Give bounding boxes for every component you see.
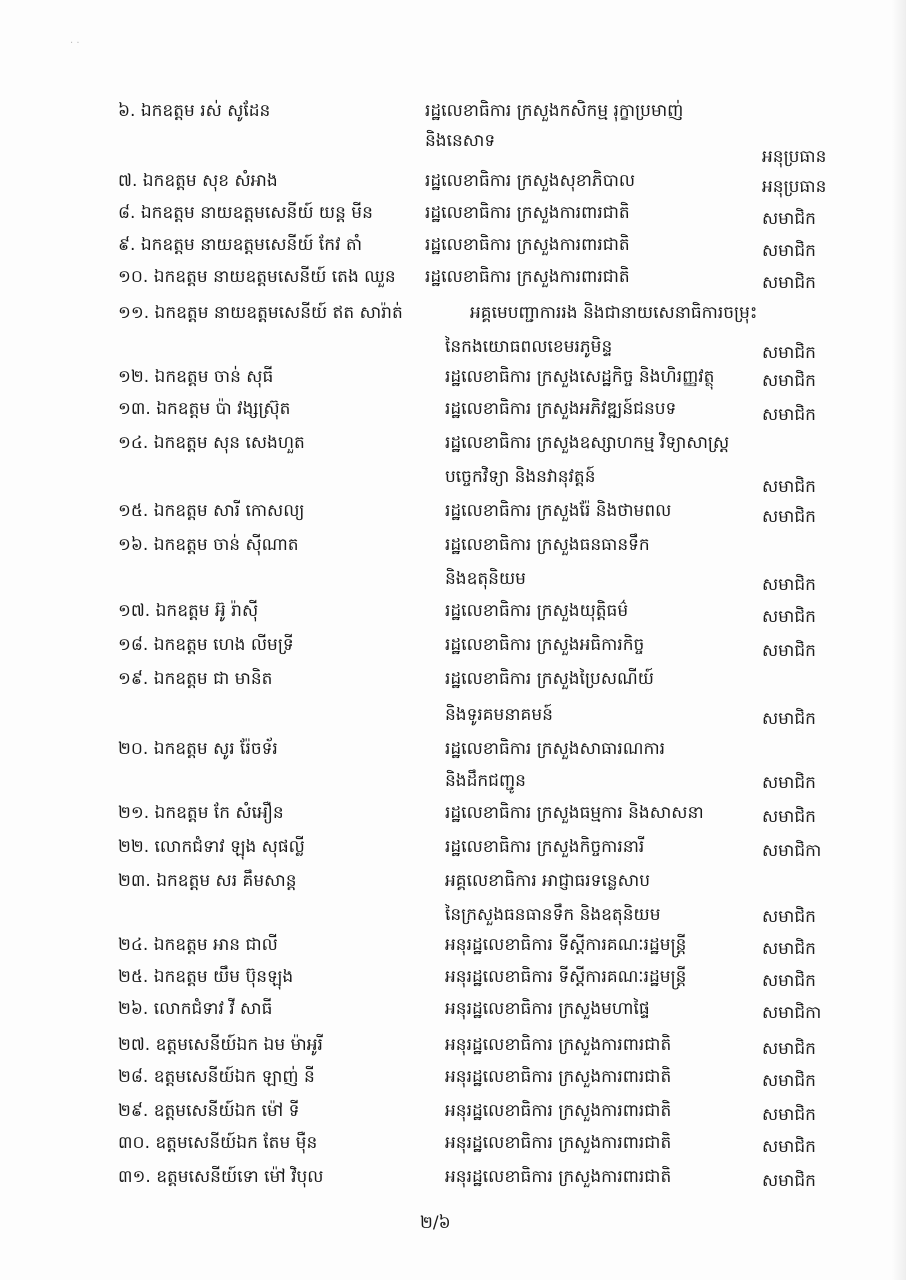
member-role: សមាជិក [762,209,816,229]
member-name: ១២. ឯកឧត្តម ចាន់ សុធី [118,367,274,387]
member-title-cont: បច្ចេកវិទ្យា និងនវានុវត្តន៍ [445,467,596,487]
member-role: សមាជិក [762,343,816,363]
member-title: រដ្ឋលេខាធិការ ក្រសួងសាធារណការ [445,739,666,759]
member-name: ១១. ឯកឧត្តម នាយឧត្តមសេនីយ៍ ឥត សារ៉ាត់ [118,303,403,323]
member-title: រដ្ឋលេខាធិការ ក្រសួងធម្មការ និងសាសនា [445,803,704,823]
member-title: អនុរដ្ឋលេខាធិការ ក្រសួងការពារជាតិ [445,1133,672,1153]
member-name: ២៨. ឧត្តមសេនីយ៍ឯក ឡាញ់ នី [118,1067,315,1087]
member-name: ២១. ឯកឧត្តម កែ សំអឿន [118,803,284,823]
member-name: ២៧. ឧត្តមសេនីយ៍ឯក ឯម ម៉ាអូរី [118,1035,323,1055]
member-role: សមាជិក [762,709,816,729]
member-title: អនុរដ្ឋលេខាធិការ ក្រសួងការពារជាតិ [445,1035,672,1055]
member-role: សមាជិក [762,1071,816,1091]
member-role: សមាជិក [762,507,816,527]
member-title-cont: និងដឹកជញ្ជូន [445,771,526,791]
member-title: អគ្គមេបញ្ជាការរង និងជានាយសេនាធិការចម្រុះ [470,303,758,323]
page-number: ២/៦ [420,1213,451,1233]
member-name: ១៧. ឯកឧត្តម អ៊ូ រ៉ាស៊ី [118,601,259,621]
member-name: ៦. ឯកឧត្តម រស់ សូដែន [118,101,271,121]
member-role: អនុប្រធាន [762,147,827,167]
member-role: សមាជិកា [762,841,822,861]
page-edge-shadow [892,0,906,1280]
member-name: ១៣. ឯកឧត្តម ប៉ា វង្សស្រ៊ុត [118,399,291,419]
member-name: ៨. ឯកឧត្តម នាយឧត្តមសេនីយ៍ យន្ត មីន [118,203,373,223]
member-name: ២៥. ឯកឧត្តម យឹម ប៊ុនឡុង [118,967,294,987]
member-role: សមាជិក [762,939,816,959]
member-title: រដ្ឋលេខាធិការ ក្រសួងកសិកម្ម រុក្ខាប្រមាញ់ [425,101,684,121]
member-title: អនុរដ្ឋលេខាធិការ ក្រសួងមហាផ្ទៃ [445,999,650,1019]
member-name: ១៥. ឯកឧត្តម សារី កោសល្យ [118,501,305,521]
member-name: ២០. ឯកឧត្តម សូរ រ៉ែចទ័រ [118,739,278,759]
member-role: សមាជិក [762,1039,816,1059]
member-name: ៩. ឯកឧត្តម នាយឧត្តមសេនីយ៍ កែវ តាំ [118,235,363,255]
member-name: ៣១. ឧត្តមសេនីយ៍ទោ ម៉ៅ វិបុល [118,1167,324,1187]
member-title: រដ្ឋលេខាធិការ ក្រសួងសេដ្ឋកិច្ច និងហិរញ្ញវត្ថុ [445,367,715,387]
member-title: រដ្ឋលេខាធិការ ក្រសួងសុខាភិបាល [425,171,636,191]
member-name: ១៩. ឯកឧត្តម ជា មានិត [118,669,273,689]
member-name: ៧. ឯកឧត្តម សុខ សំអាង [118,171,278,191]
member-title: រដ្ឋលេខាធិការ ក្រសួងអភិវឌ្ឍន៍ជនបទ [445,399,677,419]
member-title: រដ្ឋលេខាធិការ ក្រសួងកិច្ចការនារី [445,837,645,857]
member-name: ៣០. ឧត្តមសេនីយ៍ឯក តែម ម៉ឺន [118,1133,318,1153]
member-role: សមាជិក [762,371,816,391]
member-title: អនុរដ្ឋលេខាធិការ ទីស្តីការគណៈរដ្ឋមន្ត្រី [445,935,687,955]
member-title-cont: នៃកងយោធពលខេមរភូមិន្ទ [445,337,613,357]
member-role: សមាជិក [762,575,816,595]
member-title: រដ្ឋលេខាធិការ ក្រសួងការពារជាតិ [425,235,630,255]
member-title-cont: និងទូរគមនាគមន៍ [445,705,553,725]
member-name: ២៦. លោកជំទាវ វី សាធី [118,999,273,1019]
member-title: រដ្ឋលេខាធិការ ក្រសួងអធិការកិច្ច [445,635,645,655]
member-role: សមាជិក [762,773,816,793]
member-role: សមាជិក [762,907,816,927]
scan-speck: · · [70,38,80,49]
member-name: ២៩. ឧត្តមសេនីយ៍ឯក ម៉ៅ ទី [118,1101,300,1121]
member-title-cont: និងឧតុនិយម [445,569,526,589]
member-title: រដ្ឋលេខាធិការ ក្រសួងយុត្តិធម៌ [445,601,629,621]
member-role: សមាជិក [762,477,816,497]
member-title: អគ្គលេខាធិការ អាជ្ញាធរទន្លេសាប [445,871,651,891]
member-role: សមាជិក [762,807,816,827]
member-name: ២៤. ឯកឧត្តម អាន ជាលី [118,935,278,955]
member-name: ១០. ឯកឧត្តម នាយឧត្តមសេនីយ៍ តេង ឈួន [118,267,396,287]
member-role: សមាជិក [762,607,816,627]
member-title: រដ្ឋលេខាធិការ ក្រសួងប្រៃសណីយ៍ [445,669,654,689]
member-role: សមាជិក [762,971,816,991]
member-title-cont: និងនេសាទ [425,131,496,151]
member-role: សមាជិក [762,1105,816,1125]
member-title-cont: នៃក្រសួងធនធានទឹក និងឧតុនិយម [445,905,661,925]
member-name: ២៣. ឯកឧត្តម សរ គឹមសាន្ត [118,871,297,891]
member-role: សមាជិក [762,241,816,261]
member-title: រដ្ឋលេខាធិការ ក្រសួងឧស្សាហកម្ម វិទ្យាសាស្ត្រ [445,433,730,453]
member-title: អនុរដ្ឋលេខាធិការ ក្រសួងការពារជាតិ [445,1101,672,1121]
member-title: រដ្ឋលេខាធិការ ក្រសួងធនធានទឹក [445,535,650,555]
member-name: ១៨. ឯកឧត្តម ហេង លីមទ្រី [118,635,294,655]
member-role: អនុប្រធាន [762,177,827,197]
member-role: សមាជិក [762,273,816,293]
member-role: សមាជិក [762,1171,816,1191]
member-title: រដ្ឋលេខាធិការ ក្រសួងរ៉ែ និងថាមពល [445,501,672,521]
member-role: សមាជិកា [762,1003,822,1023]
member-title: រដ្ឋលេខាធិការ ក្រសួងការពារជាតិ [425,267,630,287]
member-name: ២២. លោកជំទាវ ឡុង សុផល្លី [118,837,305,857]
member-title: រដ្ឋលេខាធិការ ក្រសួងការពារជាតិ [425,203,630,223]
member-title: អនុរដ្ឋលេខាធិការ ក្រសួងការពារជាតិ [445,1167,672,1187]
member-role: សមាជិក [762,405,816,425]
member-role: សមាជិក [762,641,816,661]
member-role: សមាជិក [762,1137,816,1157]
member-name: ១៦. ឯកឧត្តម ចាន់ ស៊ីណាត [118,535,299,555]
member-title: អនុរដ្ឋលេខាធិការ ទីស្តីការគណៈរដ្ឋមន្ត្រី [445,967,687,987]
member-name: ១៤. ឯកឧត្តម សុន សេងហួត [118,433,305,453]
member-title: អនុរដ្ឋលេខាធិការ ក្រសួងការពារជាតិ [445,1067,672,1087]
